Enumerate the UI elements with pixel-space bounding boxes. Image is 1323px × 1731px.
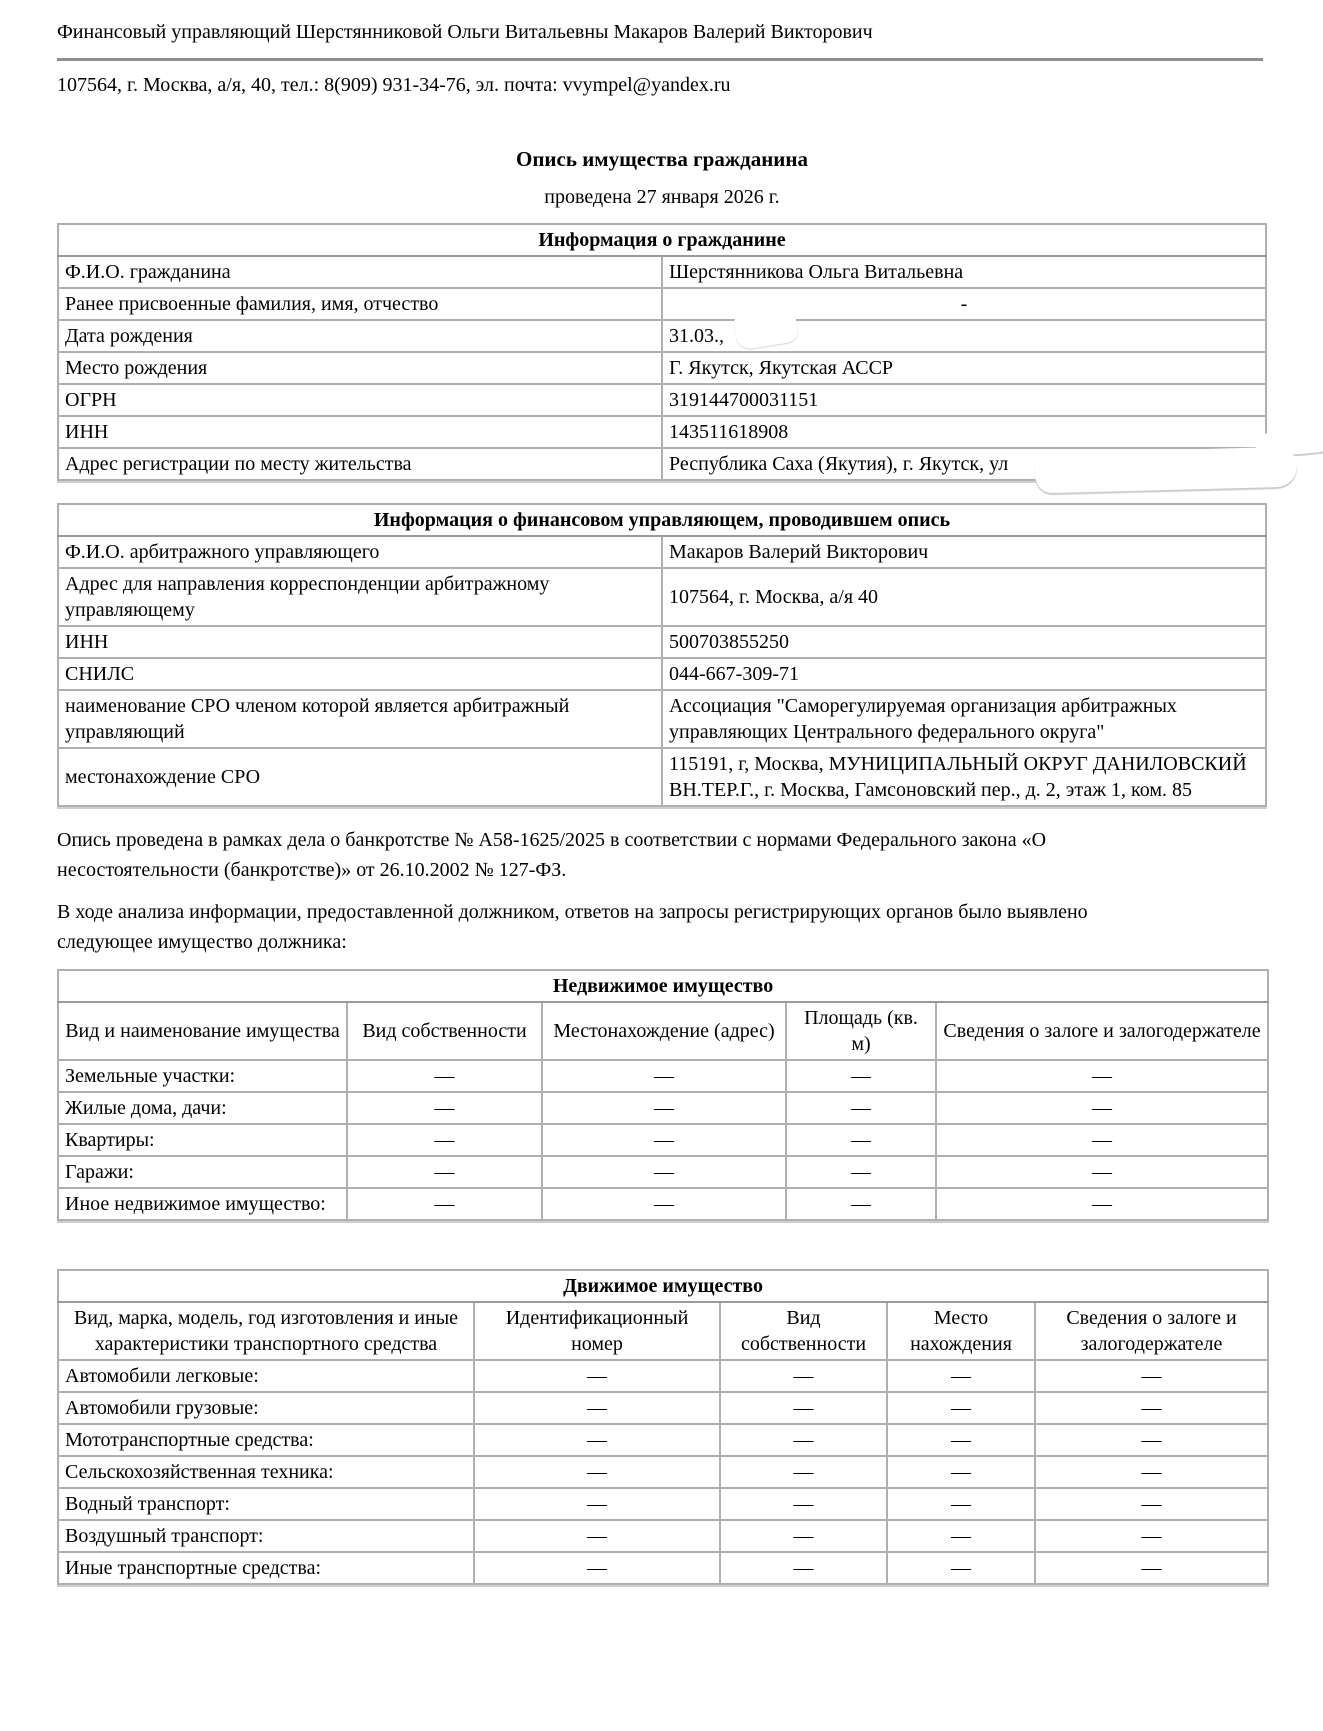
sro-name-value: Ассоциация "Саморегулируемая организация арбитражных управляющих Центрального федерального округа" (669, 695, 1177, 743)
table-row (58, 1156, 1268, 1188)
dash-cell: — (347, 1092, 542, 1124)
table-caption: Движимое имущество (58, 1270, 1268, 1302)
dash-cell: — (720, 1456, 887, 1488)
dash-cell: — (542, 1188, 786, 1220)
dash-cell: — (1035, 1520, 1268, 1552)
table-row (58, 1060, 1268, 1092)
row-label: ИНН (58, 416, 662, 448)
row-label: Земельные участки: (58, 1060, 347, 1092)
row-label: ИНН (58, 626, 662, 658)
table-caption-row (58, 504, 1266, 536)
movable-property-table (57, 1269, 1269, 1585)
column-header: Место нахождения (887, 1302, 1035, 1360)
row-label: местонахождение СРО (58, 748, 662, 806)
document-date-subtitle: проведена 27 января 2026 г. (544, 186, 780, 208)
dash-cell: — (786, 1060, 936, 1092)
table-row (58, 1392, 1268, 1424)
dash-cell: — (720, 1520, 887, 1552)
table-row (58, 1488, 1268, 1520)
table-caption-row (58, 970, 1268, 1002)
dash-cell: — (887, 1424, 1035, 1456)
table-caption-row (58, 224, 1266, 256)
table-row (58, 288, 1266, 320)
dash-cell: — (786, 1188, 936, 1220)
dash-cell: — (936, 1188, 1268, 1220)
table-row (58, 1124, 1268, 1156)
table-row (58, 256, 1266, 288)
dash-cell: — (786, 1092, 936, 1124)
table-row (58, 1092, 1268, 1124)
dash-cell: — (887, 1488, 1035, 1520)
dash-cell: — (887, 1392, 1035, 1424)
table-caption: Информация о финансовом управляющем, проводившем опись (58, 504, 1266, 536)
analysis-paragraph: В ходе анализа информации, предоставленной должником, ответов на запросы регистрирующих органов было выявлено следующее имущество должника: (57, 901, 1088, 953)
column-header: Вид собственности (347, 1002, 542, 1060)
row-label: Ф.И.О. арбитражного управляющего (58, 536, 662, 568)
table-row (58, 1456, 1268, 1488)
row-label: Автомобили грузовые: (58, 1392, 474, 1424)
row-value: Макаров Валерий Викторович (662, 536, 1266, 568)
table-caption: Информация о гражданине (58, 224, 1266, 256)
row-label: Адрес для направления корреспонденции арбитражному управляющему (58, 568, 662, 626)
table-row (58, 448, 1266, 480)
row-label: Иные транспортные средства: (58, 1552, 474, 1584)
header-contact-line: 107564, г. Москва, а/я, 40, тел.: 8(909) 931-34-76, эл. почта: vvympel@yandex.ru (57, 74, 731, 96)
row-label: Водный транспорт: (58, 1488, 474, 1520)
row-label: Адрес регистрации по месту жительства (58, 448, 662, 480)
row-label: ОГРН (58, 384, 662, 416)
header-divider (57, 58, 1263, 61)
dash-cell: — (542, 1156, 786, 1188)
real-estate-table (57, 969, 1269, 1221)
dash-cell: — (474, 1552, 720, 1584)
dash-cell: — (474, 1392, 720, 1424)
column-header: Сведения о залоге и залогодержателе (1035, 1302, 1268, 1360)
manager-info-table (57, 503, 1267, 807)
dash-cell: — (887, 1520, 1035, 1552)
dash-cell: — (720, 1392, 887, 1424)
dash-cell: — (887, 1360, 1035, 1392)
dash-cell: — (936, 1124, 1268, 1156)
row-label: Гаражи: (58, 1156, 347, 1188)
sro-address-value: 115191, г, Москва, МУНИЦИПАЛЬНЫЙ ОКРУГ ДАНИЛОВСКИЙ ВН.ТЕР.Г., г. Москва, Гамсоновский пер., д. 2, этаж 1, ком. 85 (669, 753, 1247, 801)
dash-cell: — (347, 1188, 542, 1220)
dash-cell: — (1035, 1552, 1268, 1584)
row-label: СНИЛС (58, 658, 662, 690)
dash-cell: — (720, 1488, 887, 1520)
row-label: Иное недвижимое имущество: (58, 1188, 347, 1220)
dash-cell: — (542, 1124, 786, 1156)
table-row (58, 1360, 1268, 1392)
row-value: Г. Якутск, Якутская АССР (662, 352, 1266, 384)
dash-cell: — (542, 1092, 786, 1124)
dash-cell: — (720, 1360, 887, 1392)
dash-cell: — (347, 1060, 542, 1092)
column-header: Вид, марка, модель, год изготовления и иные характеристики транспортного средства (58, 1302, 474, 1360)
birth-date-value: 31.03., (669, 325, 724, 347)
row-label: Сельскохозяйственная техника: (58, 1456, 474, 1488)
document-title: Опись имущества гражданина (515, 147, 808, 171)
dash-cell: — (347, 1124, 542, 1156)
row-label: Ранее присвоенные фамилия, имя, отчество (58, 288, 662, 320)
row-label: Ф.И.О. гражданина (58, 256, 662, 288)
column-header: Площадь (кв. м) (786, 1002, 936, 1060)
dash-cell: — (786, 1124, 936, 1156)
dash-cell: — (887, 1552, 1035, 1584)
row-label: Воздушный транспорт: (58, 1520, 474, 1552)
table-row (58, 748, 1266, 806)
dash-cell: — (474, 1456, 720, 1488)
table-row (58, 384, 1266, 416)
dash-cell: — (1035, 1392, 1268, 1424)
redaction-mark-address (1035, 447, 1298, 494)
table-caption: Недвижимое имущество (58, 970, 1268, 1002)
table-caption-row (58, 1270, 1268, 1302)
column-header: Вид собственности (720, 1302, 887, 1360)
table-row (58, 690, 1266, 748)
table-row (58, 352, 1266, 384)
dash-cell: — (936, 1092, 1268, 1124)
row-label: Жилые дома, дачи: (58, 1092, 347, 1124)
citizen-info-table (57, 223, 1267, 481)
dash-cell: — (1035, 1424, 1268, 1456)
column-header-row (58, 1302, 1268, 1360)
column-header: Идентификационный номер (474, 1302, 720, 1360)
dash-cell: — (1035, 1488, 1268, 1520)
dash-cell: — (1035, 1360, 1268, 1392)
table-row (58, 658, 1266, 690)
row-value: 107564, г. Москва, а/я 40 (662, 568, 1266, 626)
table-row (58, 1188, 1268, 1220)
row-label: Дата рождения (58, 320, 662, 352)
row-value: 044-667-309-71 (662, 658, 1266, 690)
table-row (58, 1520, 1268, 1552)
row-value: 319144700031151 (662, 384, 1266, 416)
row-label: наименование СРО членом которой является арбитражный управляющий (58, 690, 662, 748)
row-value: Шерстянникова Ольга Витальевна (662, 256, 1266, 288)
row-value: 143511618908 (662, 416, 1266, 448)
dash-cell: — (720, 1424, 887, 1456)
dash-cell: — (474, 1360, 720, 1392)
dash-cell: — (936, 1060, 1268, 1092)
dash-cell: — (347, 1156, 542, 1188)
table-row (58, 416, 1266, 448)
row-label: Квартиры: (58, 1124, 347, 1156)
registration-address-value: Республика Саха (Якутия), г. Якутск, ул (669, 453, 1009, 475)
dash-cell: — (936, 1156, 1268, 1188)
row-label: Автомобили легковые: (58, 1360, 474, 1392)
table-row (58, 1424, 1268, 1456)
row-label: Место рождения (58, 352, 662, 384)
dash-cell: — (474, 1424, 720, 1456)
table-row (58, 1552, 1268, 1584)
row-value (662, 690, 1266, 748)
table-row (58, 626, 1266, 658)
row-value (662, 320, 1266, 352)
dash-cell: — (542, 1060, 786, 1092)
table-row (58, 568, 1266, 626)
row-value: - (662, 288, 1266, 320)
column-header: Сведения о залоге и залогодержателе (936, 1002, 1268, 1060)
dash-cell: — (887, 1456, 1035, 1488)
case-paragraph: Опись проведена в рамках дела о банкротстве № А58-1625/2025 в соответствии с нормами Федерального закона «О несостоятельности (банкротстве)» от 26.10.2002 № 127-ФЗ. (57, 829, 1047, 881)
row-value (662, 748, 1266, 806)
table-row (58, 536, 1266, 568)
dash-cell: — (786, 1156, 936, 1188)
row-value: 500703855250 (662, 626, 1266, 658)
column-header: Вид и наименование имущества (58, 1002, 347, 1060)
header-manager-line: Финансовый управляющий Шерстянниковой Ольги Витальевны Макаров Валерий Викторович (57, 21, 873, 43)
dash-cell: — (1035, 1456, 1268, 1488)
table-row (58, 320, 1266, 352)
dash-cell: — (474, 1520, 720, 1552)
row-value (662, 448, 1266, 480)
dash-cell: — (720, 1552, 887, 1584)
row-label: Мототранспортные средства: (58, 1424, 474, 1456)
dash-cell: — (474, 1488, 720, 1520)
column-header-row (58, 1002, 1268, 1060)
column-header: Местонахождение (адрес) (542, 1002, 786, 1060)
